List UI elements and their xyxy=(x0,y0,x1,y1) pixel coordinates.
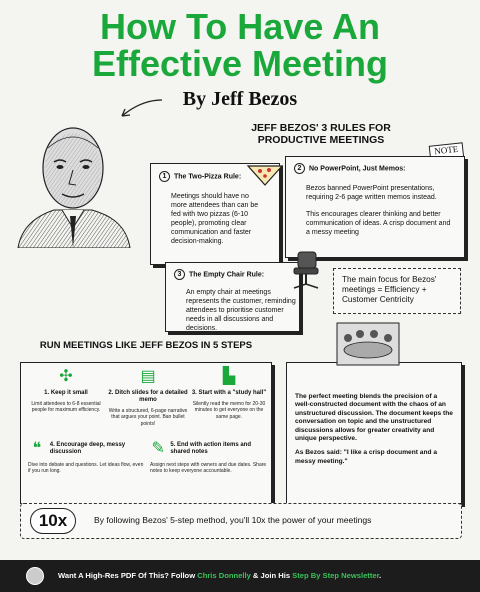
rule-3-card xyxy=(165,262,300,332)
bezos-quote: As Bezos said: "I like a crisp document and a messy meeting." xyxy=(295,449,438,465)
book-icon: ▙ xyxy=(222,368,236,385)
rule-1-title: The Two-Pizza Rule: xyxy=(174,173,242,181)
page-title-line2: Effective Meeting xyxy=(91,43,389,84)
byline: By Jeff Bezos xyxy=(182,88,298,110)
rule-3-number: 3 xyxy=(174,269,185,280)
step-3 xyxy=(190,368,268,420)
footer-suffix: . xyxy=(379,571,382,580)
footer-author-link[interactable]: Chris Donnelly xyxy=(197,571,251,580)
rules-heading-line2: PRODUCTIVE MEETINGS xyxy=(257,134,385,146)
footer-middle: & Join His xyxy=(250,571,293,580)
footer-newsletter-link[interactable]: Step By Step Newsletter xyxy=(292,571,380,580)
meeting-illustration xyxy=(336,322,400,366)
rule-3-title-row xyxy=(174,269,291,280)
pizza-icon xyxy=(246,162,284,186)
step-3-title: 3. Start with a "study hall" xyxy=(191,390,267,396)
rules-heading-line1: JEFF BEZOS' 3 RULES FOR xyxy=(251,122,391,134)
rule-3-title: The Empty Chair Rule: xyxy=(189,271,265,279)
document-icon: ▤ xyxy=(140,368,156,385)
tenx-badge: 10x xyxy=(30,508,76,534)
rule-2-card xyxy=(285,156,465,258)
page-title-line1: How To Have An xyxy=(99,6,381,47)
focus-callout: The main focus for Bezos' meetings = Efficiency + Customer Centricity xyxy=(333,268,461,314)
chair-icon xyxy=(284,250,324,292)
rule-1-number: 1 xyxy=(159,171,170,182)
step-4 xyxy=(28,440,146,475)
note-label: NOTE xyxy=(433,143,459,157)
rule-2-text2: This encourages clearer thinking and better communication of ideas. A crisp document and a messy meeting xyxy=(306,211,451,236)
step-2-text: Write a structured, 6-page narrative that argues your point. Ban bullet points! xyxy=(108,408,188,427)
step-1-title: 1. Keep it small xyxy=(44,390,88,396)
steps-heading: RUN MEETINGS LIKE JEFF BEZOS IN 5 STEPS xyxy=(39,340,253,351)
chat-bubbles-icon: ❝ xyxy=(32,440,42,457)
portrait-illustration xyxy=(14,118,132,248)
step-5-text: Assign next steps with owners and due dates. Share notes to keep everyone accountable. xyxy=(150,462,267,475)
rules-heading xyxy=(236,122,406,146)
rule-2-number: 2 xyxy=(294,163,305,174)
perfect-meeting-card xyxy=(286,362,462,504)
arrows-inward-icon: ✣ xyxy=(59,368,73,385)
edit-icon: ✎ xyxy=(151,440,165,457)
rule-3-text: An empty chair at meetings represents the customer, reminding attendees to prioritise customer needs in all discussions and decisions. xyxy=(186,289,296,332)
footer-text xyxy=(58,571,478,581)
step-2-title: 2. Ditch slides for a detailed memo xyxy=(108,390,188,403)
rule-2-text1: Bezos banned PowerPoint presentations, requiring 2-6 page written memos instead. xyxy=(306,185,437,201)
step-4-title: 4. Encourage deep, messy discussion xyxy=(49,442,126,455)
footer-prefix: Want A High-Res PDF Of This? Follow xyxy=(58,571,198,580)
rule-1-text: Meetings should have no more attendees than can be fed with two pizzas (6-10 people), promoting clear communication and faster decision-making. xyxy=(171,193,259,245)
step-2 xyxy=(108,368,188,427)
step-1 xyxy=(28,368,104,414)
step-4-text: Dive into debate and questions. Let ideas flow, even if you run long. xyxy=(28,462,144,475)
tenx-text: By following Bezos' 5-step method, you'll 10x the power of your meetings xyxy=(94,515,372,525)
step-5 xyxy=(150,440,268,475)
avatar xyxy=(26,567,44,585)
perfect-meeting-text: The perfect meeting blends the precision of a well-constructed document with the chaos of an unstructured discussion. The document keeps the conversation on topic and the unstructured discussions allows for greater creativity and unique perspective. xyxy=(295,393,453,443)
step-3-text: Silently read the memo for 20-30 minutes to get everyone on the same page. xyxy=(192,401,266,420)
step-1-text: Limit attendees to 6-8 essential people for maximum efficiency. xyxy=(31,401,101,414)
rule-2-title: No PowerPoint, Just Memos: xyxy=(309,165,406,173)
step-5-title: 5. End with action items and shared notes xyxy=(170,442,252,455)
rule-2-title-row xyxy=(294,163,456,174)
